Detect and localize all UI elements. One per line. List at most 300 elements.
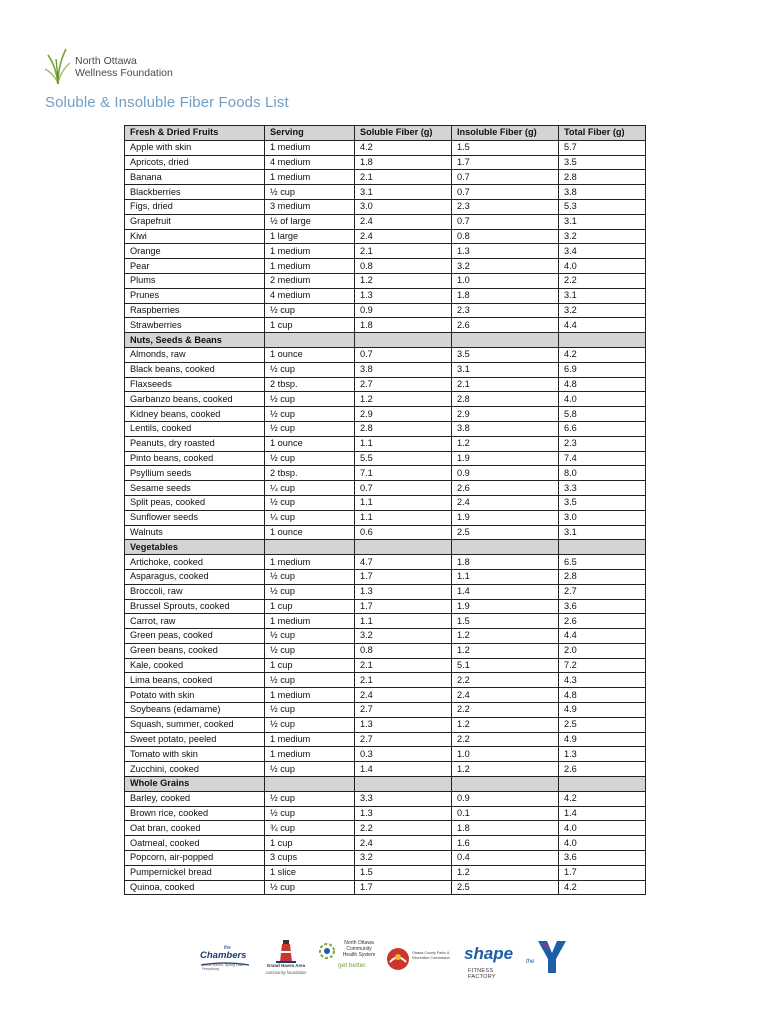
- table-row: [125, 643, 646, 658]
- chambers-the: the: [224, 945, 231, 951]
- cell-insoluble: 1.9: [452, 510, 559, 525]
- cell-total: 3.1: [559, 288, 646, 303]
- parks-circle-icon: [386, 947, 410, 971]
- cell-serving: 1 large: [265, 229, 355, 244]
- cell-insoluble: 1.3: [452, 244, 559, 259]
- cell-insoluble: 1.2: [452, 717, 559, 732]
- cell-insoluble: [452, 777, 559, 792]
- cell-soluble: 2.2: [355, 821, 452, 836]
- table-row: [125, 747, 646, 762]
- cell-insoluble: 1.8: [452, 821, 559, 836]
- table-row: [125, 584, 646, 599]
- cell-soluble: 2.7: [355, 377, 452, 392]
- cell-insoluble: 1.2: [452, 629, 559, 644]
- cell-insoluble: 2.5: [452, 525, 559, 540]
- cell-soluble: 1.1: [355, 495, 452, 510]
- cell-serving: ¾ cup: [265, 821, 355, 836]
- cell-total: 6.6: [559, 421, 646, 436]
- cell-serving: 1 medium: [265, 732, 355, 747]
- parks-name: Ottawa County Parks & Recreation Commission: [412, 951, 451, 960]
- cell-soluble: [355, 333, 452, 348]
- cell-total: 4.4: [559, 318, 646, 333]
- table-row: [125, 658, 646, 673]
- cell-food: Black beans, cooked: [125, 362, 265, 377]
- cell-serving: 1 slice: [265, 865, 355, 880]
- cell-serving: 1 medium: [265, 614, 355, 629]
- cell-serving: [265, 777, 355, 792]
- shape-logo: [460, 938, 522, 982]
- cell-insoluble: 2.2: [452, 703, 559, 718]
- cell-food: Artichoke, cooked: [125, 555, 265, 570]
- cell-serving: ½ cup: [265, 880, 355, 895]
- ymca-y-icon: [538, 941, 566, 973]
- cell-soluble: 3.1: [355, 185, 452, 200]
- cell-insoluble: 5.1: [452, 658, 559, 673]
- cell-food: Garbanzo beans, cooked: [125, 392, 265, 407]
- cell-serving: 1 cup: [265, 836, 355, 851]
- cell-soluble: 2.4: [355, 688, 452, 703]
- cell-soluble: 2.1: [355, 170, 452, 185]
- section-header-row: [125, 333, 646, 348]
- cell-insoluble: 1.7: [452, 155, 559, 170]
- cell-food: Quinoa, cooked: [125, 880, 265, 895]
- table-row: [125, 377, 646, 392]
- table-row: [125, 865, 646, 880]
- cell-food: Kidney beans, cooked: [125, 407, 265, 422]
- table-row: [125, 436, 646, 451]
- cell-serving: 1 cup: [265, 599, 355, 614]
- cell-soluble: 5.5: [355, 451, 452, 466]
- cell-total: 6.5: [559, 555, 646, 570]
- cell-serving: 1 ounce: [265, 347, 355, 362]
- table-row: [125, 703, 646, 718]
- table-row: [125, 421, 646, 436]
- cell-serving: 1 cup: [265, 318, 355, 333]
- cell-total: 3.1: [559, 525, 646, 540]
- cell-total: 2.6: [559, 762, 646, 777]
- cell-food: Orange: [125, 244, 265, 259]
- table-row: [125, 599, 646, 614]
- cell-food: Brown rice, cooked: [125, 806, 265, 821]
- cell-soluble: 0.7: [355, 347, 452, 362]
- header-row: [125, 126, 646, 141]
- cell-food: Kale, cooked: [125, 658, 265, 673]
- cell-total: 2.0: [559, 643, 646, 658]
- cell-total: 4.4: [559, 629, 646, 644]
- section-header-row: [125, 540, 646, 555]
- cell-total: 2.7: [559, 584, 646, 599]
- cell-total: 3.4: [559, 244, 646, 259]
- cell-serving: ½ cup: [265, 673, 355, 688]
- cell-insoluble: 1.8: [452, 288, 559, 303]
- cell-insoluble: 1.9: [452, 599, 559, 614]
- cell-soluble: 3.8: [355, 362, 452, 377]
- fiber-table: [124, 125, 646, 895]
- cell-soluble: 1.4: [355, 762, 452, 777]
- cell-total: 1.3: [559, 747, 646, 762]
- cell-soluble: 1.2: [355, 392, 452, 407]
- cell-total: 2.5: [559, 717, 646, 732]
- cell-total: 2.3: [559, 436, 646, 451]
- community-foundation-name: Grand Haven Area: [266, 963, 306, 968]
- cell-serving: 1 ounce: [265, 525, 355, 540]
- table-row: [125, 791, 646, 806]
- cell-serving: ½ cup: [265, 717, 355, 732]
- table-row: [125, 732, 646, 747]
- cell-soluble: 0.8: [355, 259, 452, 274]
- cell-insoluble: 1.6: [452, 836, 559, 851]
- table-row: [125, 836, 646, 851]
- cell-soluble: 4.2: [355, 140, 452, 155]
- cell-food: Lima beans, cooked: [125, 673, 265, 688]
- cell-total: 4.8: [559, 688, 646, 703]
- cell-serving: 3 cups: [265, 851, 355, 866]
- cell-serving: 1 medium: [265, 259, 355, 274]
- column-header-food: Fresh & Dried Fruits: [125, 126, 265, 141]
- cell-soluble: 0.8: [355, 643, 452, 658]
- cell-total: 3.0: [559, 510, 646, 525]
- cell-total: 3.3: [559, 481, 646, 496]
- cell-food: Soybeans (edamame): [125, 703, 265, 718]
- cell-food: Peanuts, dry roasted: [125, 436, 265, 451]
- cell-serving: [265, 333, 355, 348]
- cell-total: 5.3: [559, 199, 646, 214]
- section-header-cell: Whole Grains: [125, 777, 265, 792]
- cell-food: Oatmeal, cooked: [125, 836, 265, 851]
- cell-insoluble: 0.9: [452, 791, 559, 806]
- cell-serving: 2 tbsp.: [265, 377, 355, 392]
- cell-total: 3.1: [559, 214, 646, 229]
- cell-serving: ½ cup: [265, 392, 355, 407]
- cell-total: [559, 333, 646, 348]
- table-row: [125, 821, 646, 836]
- section-header-cell: Nuts, Seeds & Beans: [125, 333, 265, 348]
- table-row: [125, 170, 646, 185]
- cell-insoluble: 3.8: [452, 421, 559, 436]
- cell-total: 2.6: [559, 614, 646, 629]
- cell-insoluble: 0.1: [452, 806, 559, 821]
- cell-total: 3.2: [559, 229, 646, 244]
- lighthouse-icon: [276, 937, 296, 963]
- foundation-name-line1: North Ottawa: [75, 55, 137, 67]
- cell-total: 3.8: [559, 185, 646, 200]
- ymca-logo: [526, 939, 570, 979]
- cell-insoluble: 2.2: [452, 673, 559, 688]
- cell-total: 7.2: [559, 658, 646, 673]
- table-row: [125, 569, 646, 584]
- cell-total: 2.8: [559, 569, 646, 584]
- section-header-cell: Vegetables: [125, 540, 265, 555]
- cell-soluble: 0.3: [355, 747, 452, 762]
- cell-total: 1.7: [559, 865, 646, 880]
- table-row: [125, 880, 646, 895]
- community-foundation-sub: community foundation: [265, 970, 307, 975]
- cell-food: Sweet potato, peeled: [125, 732, 265, 747]
- cell-soluble: 1.3: [355, 717, 452, 732]
- cell-total: 3.5: [559, 495, 646, 510]
- cell-insoluble: 2.8: [452, 392, 559, 407]
- cell-serving: ½ cup: [265, 703, 355, 718]
- cell-total: 5.8: [559, 407, 646, 422]
- cell-insoluble: 0.4: [452, 851, 559, 866]
- cell-serving: ½ cup: [265, 421, 355, 436]
- table-row: [125, 155, 646, 170]
- cell-food: Sesame seeds: [125, 481, 265, 496]
- cell-food: Popcorn, air-popped: [125, 851, 265, 866]
- cell-serving: ¼ cup: [265, 510, 355, 525]
- table-row: [125, 851, 646, 866]
- cell-insoluble: 2.2: [452, 732, 559, 747]
- cell-soluble: 2.1: [355, 673, 452, 688]
- cell-food: Flaxseeds: [125, 377, 265, 392]
- cell-insoluble: 2.3: [452, 199, 559, 214]
- cell-insoluble: 3.1: [452, 362, 559, 377]
- cell-soluble: 1.7: [355, 569, 452, 584]
- cell-food: Banana: [125, 170, 265, 185]
- cell-soluble: 0.6: [355, 525, 452, 540]
- cell-serving: ½ cup: [265, 451, 355, 466]
- table-row: [125, 140, 646, 155]
- cell-food: Carrot, raw: [125, 614, 265, 629]
- cell-insoluble: 1.4: [452, 584, 559, 599]
- cell-insoluble: 2.4: [452, 495, 559, 510]
- cell-insoluble: [452, 540, 559, 555]
- cell-insoluble: 1.5: [452, 614, 559, 629]
- table-row: [125, 229, 646, 244]
- chambers-logo: [198, 945, 254, 979]
- cell-total: 2.8: [559, 170, 646, 185]
- cell-soluble: 2.4: [355, 229, 452, 244]
- cell-serving: ½ cup: [265, 762, 355, 777]
- cell-soluble: 2.1: [355, 244, 452, 259]
- cell-soluble: 3.2: [355, 629, 452, 644]
- cell-insoluble: 3.5: [452, 347, 559, 362]
- cell-total: 3.6: [559, 599, 646, 614]
- foundation-name: [75, 55, 173, 79]
- table-row: [125, 273, 646, 288]
- cell-insoluble: 1.9: [452, 451, 559, 466]
- cell-total: 4.0: [559, 836, 646, 851]
- cell-serving: ½ cup: [265, 303, 355, 318]
- cell-insoluble: 1.2: [452, 643, 559, 658]
- cell-insoluble: 1.1: [452, 569, 559, 584]
- cell-insoluble: 1.2: [452, 762, 559, 777]
- cell-serving: 4 medium: [265, 155, 355, 170]
- cell-total: 4.3: [559, 673, 646, 688]
- cell-total: [559, 540, 646, 555]
- cell-soluble: 1.7: [355, 880, 452, 895]
- sponsor-logos: [198, 935, 578, 985]
- table-row: [125, 466, 646, 481]
- table-row: [125, 407, 646, 422]
- cell-insoluble: 0.7: [452, 185, 559, 200]
- cell-food: Blackberries: [125, 185, 265, 200]
- chambers-name: Chambers: [200, 950, 247, 961]
- cell-soluble: 0.7: [355, 481, 452, 496]
- table-row: [125, 303, 646, 318]
- fiber-table-body: [125, 140, 646, 895]
- cell-food: Psyllium seeds: [125, 466, 265, 481]
- cell-insoluble: 2.6: [452, 481, 559, 496]
- cell-food: Kiwi: [125, 229, 265, 244]
- table-row: [125, 362, 646, 377]
- cell-food: Brussel Sprouts, cooked: [125, 599, 265, 614]
- cell-food: Strawberries: [125, 318, 265, 333]
- column-header-soluble: Soluble Fiber (g): [355, 126, 452, 141]
- cell-serving: ½ cup: [265, 629, 355, 644]
- cell-soluble: 1.5: [355, 865, 452, 880]
- cell-food: Apricots, dried: [125, 155, 265, 170]
- table-row: [125, 673, 646, 688]
- cell-soluble: 1.2: [355, 273, 452, 288]
- cell-soluble: 1.3: [355, 288, 452, 303]
- cell-food: Sunflower seeds: [125, 510, 265, 525]
- cell-soluble: 1.3: [355, 584, 452, 599]
- cell-soluble: 1.7: [355, 599, 452, 614]
- cell-food: Zucchini, cooked: [125, 762, 265, 777]
- cell-insoluble: 0.8: [452, 229, 559, 244]
- cell-total: 1.4: [559, 806, 646, 821]
- cell-serving: ½ cup: [265, 185, 355, 200]
- cell-serving: ½ cup: [265, 643, 355, 658]
- cell-soluble: 2.7: [355, 703, 452, 718]
- table-row: [125, 347, 646, 362]
- cell-serving: 1 ounce: [265, 436, 355, 451]
- table-row: [125, 451, 646, 466]
- cell-food: Raspberries: [125, 303, 265, 318]
- table-row: [125, 717, 646, 732]
- table-row: [125, 762, 646, 777]
- document-title: Soluble & Insoluble Fiber Foods List: [45, 94, 289, 111]
- cell-total: 4.2: [559, 347, 646, 362]
- cell-serving: ½ cup: [265, 362, 355, 377]
- cell-food: Broccoli, raw: [125, 584, 265, 599]
- cell-food: Oat bran, cooked: [125, 821, 265, 836]
- cell-food: Pear: [125, 259, 265, 274]
- table-row: [125, 481, 646, 496]
- cell-serving: 1 cup: [265, 658, 355, 673]
- cell-serving: [265, 540, 355, 555]
- cell-total: 4.0: [559, 259, 646, 274]
- table-row: [125, 392, 646, 407]
- table-row: [125, 510, 646, 525]
- cell-serving: ½ cup: [265, 806, 355, 821]
- table-row: [125, 244, 646, 259]
- cell-food: Potato with skin: [125, 688, 265, 703]
- cell-food: Squash, summer, cooked: [125, 717, 265, 732]
- cell-serving: ½ cup: [265, 569, 355, 584]
- cell-insoluble: 0.7: [452, 170, 559, 185]
- health-system-name: North Ottawa Community Health System: [342, 940, 376, 958]
- section-header-row: [125, 777, 646, 792]
- table-row: [125, 629, 646, 644]
- table-row: [125, 288, 646, 303]
- column-header-serving: Serving: [265, 126, 355, 141]
- cell-total: 5.7: [559, 140, 646, 155]
- cell-serving: ½ cup: [265, 791, 355, 806]
- cell-serving: 4 medium: [265, 288, 355, 303]
- table-row: [125, 259, 646, 274]
- table-row: [125, 495, 646, 510]
- table-row: [125, 806, 646, 821]
- cell-soluble: 1.8: [355, 155, 452, 170]
- cell-food: Green beans, cooked: [125, 643, 265, 658]
- fiber-table-header: [125, 126, 646, 141]
- shape-subtitle: FITNESS FACTORY: [468, 968, 496, 980]
- cell-soluble: 2.7: [355, 732, 452, 747]
- cell-insoluble: 1.0: [452, 747, 559, 762]
- cell-food: Apple with skin: [125, 140, 265, 155]
- cell-serving: 1 medium: [265, 747, 355, 762]
- cell-soluble: 2.4: [355, 836, 452, 851]
- cell-total: 4.2: [559, 791, 646, 806]
- cell-serving: 1 medium: [265, 555, 355, 570]
- cell-total: 3.2: [559, 303, 646, 318]
- cell-serving: ½ cup: [265, 584, 355, 599]
- cell-total: 6.9: [559, 362, 646, 377]
- cell-food: Asparagus, cooked: [125, 569, 265, 584]
- cell-serving: 2 tbsp.: [265, 466, 355, 481]
- cell-food: Lentils, cooked: [125, 421, 265, 436]
- cell-serving: ½ cup: [265, 495, 355, 510]
- cell-food: Walnuts: [125, 525, 265, 540]
- cell-soluble: 2.1: [355, 658, 452, 673]
- foundation-name-line2: Wellness Foundation: [75, 67, 173, 79]
- cell-insoluble: 1.8: [452, 555, 559, 570]
- cell-insoluble: 1.5: [452, 140, 559, 155]
- community-foundation-logo: [260, 937, 312, 981]
- cell-soluble: 3.2: [355, 851, 452, 866]
- cell-total: 3.6: [559, 851, 646, 866]
- cell-soluble: 1.1: [355, 614, 452, 629]
- cell-serving: 1 medium: [265, 688, 355, 703]
- cell-soluble: 1.1: [355, 510, 452, 525]
- cell-food: Almonds, raw: [125, 347, 265, 362]
- cell-insoluble: 2.3: [452, 303, 559, 318]
- cell-serving: 1 medium: [265, 244, 355, 259]
- health-system-logo: [318, 940, 380, 982]
- table-row: [125, 555, 646, 570]
- cell-insoluble: 2.1: [452, 377, 559, 392]
- cell-soluble: 1.8: [355, 318, 452, 333]
- cell-soluble: 7.1: [355, 466, 452, 481]
- parks-logo: [386, 943, 456, 977]
- ymca-the: the: [526, 959, 535, 965]
- cell-soluble: 2.4: [355, 214, 452, 229]
- health-ring-icon: [318, 942, 336, 960]
- cell-total: [559, 777, 646, 792]
- cell-total: 8.0: [559, 466, 646, 481]
- cell-insoluble: 1.0: [452, 273, 559, 288]
- cell-insoluble: 2.9: [452, 407, 559, 422]
- cell-total: 7.4: [559, 451, 646, 466]
- cell-serving: ¼ cup: [265, 481, 355, 496]
- cell-insoluble: 3.2: [452, 259, 559, 274]
- cell-food: Pumpernickel bread: [125, 865, 265, 880]
- cell-serving: 2 medium: [265, 273, 355, 288]
- cell-soluble: 3.3: [355, 791, 452, 806]
- cell-total: 4.0: [559, 392, 646, 407]
- cell-insoluble: 0.9: [452, 466, 559, 481]
- cell-soluble: 2.9: [355, 407, 452, 422]
- column-header-insoluble: Insoluble Fiber (g): [452, 126, 559, 141]
- cell-serving: 1 medium: [265, 170, 355, 185]
- shape-name: shape: [464, 944, 514, 963]
- cell-serving: 1 medium: [265, 140, 355, 155]
- cell-soluble: [355, 540, 452, 555]
- cell-total: 4.2: [559, 880, 646, 895]
- cell-food: Split peas, cooked: [125, 495, 265, 510]
